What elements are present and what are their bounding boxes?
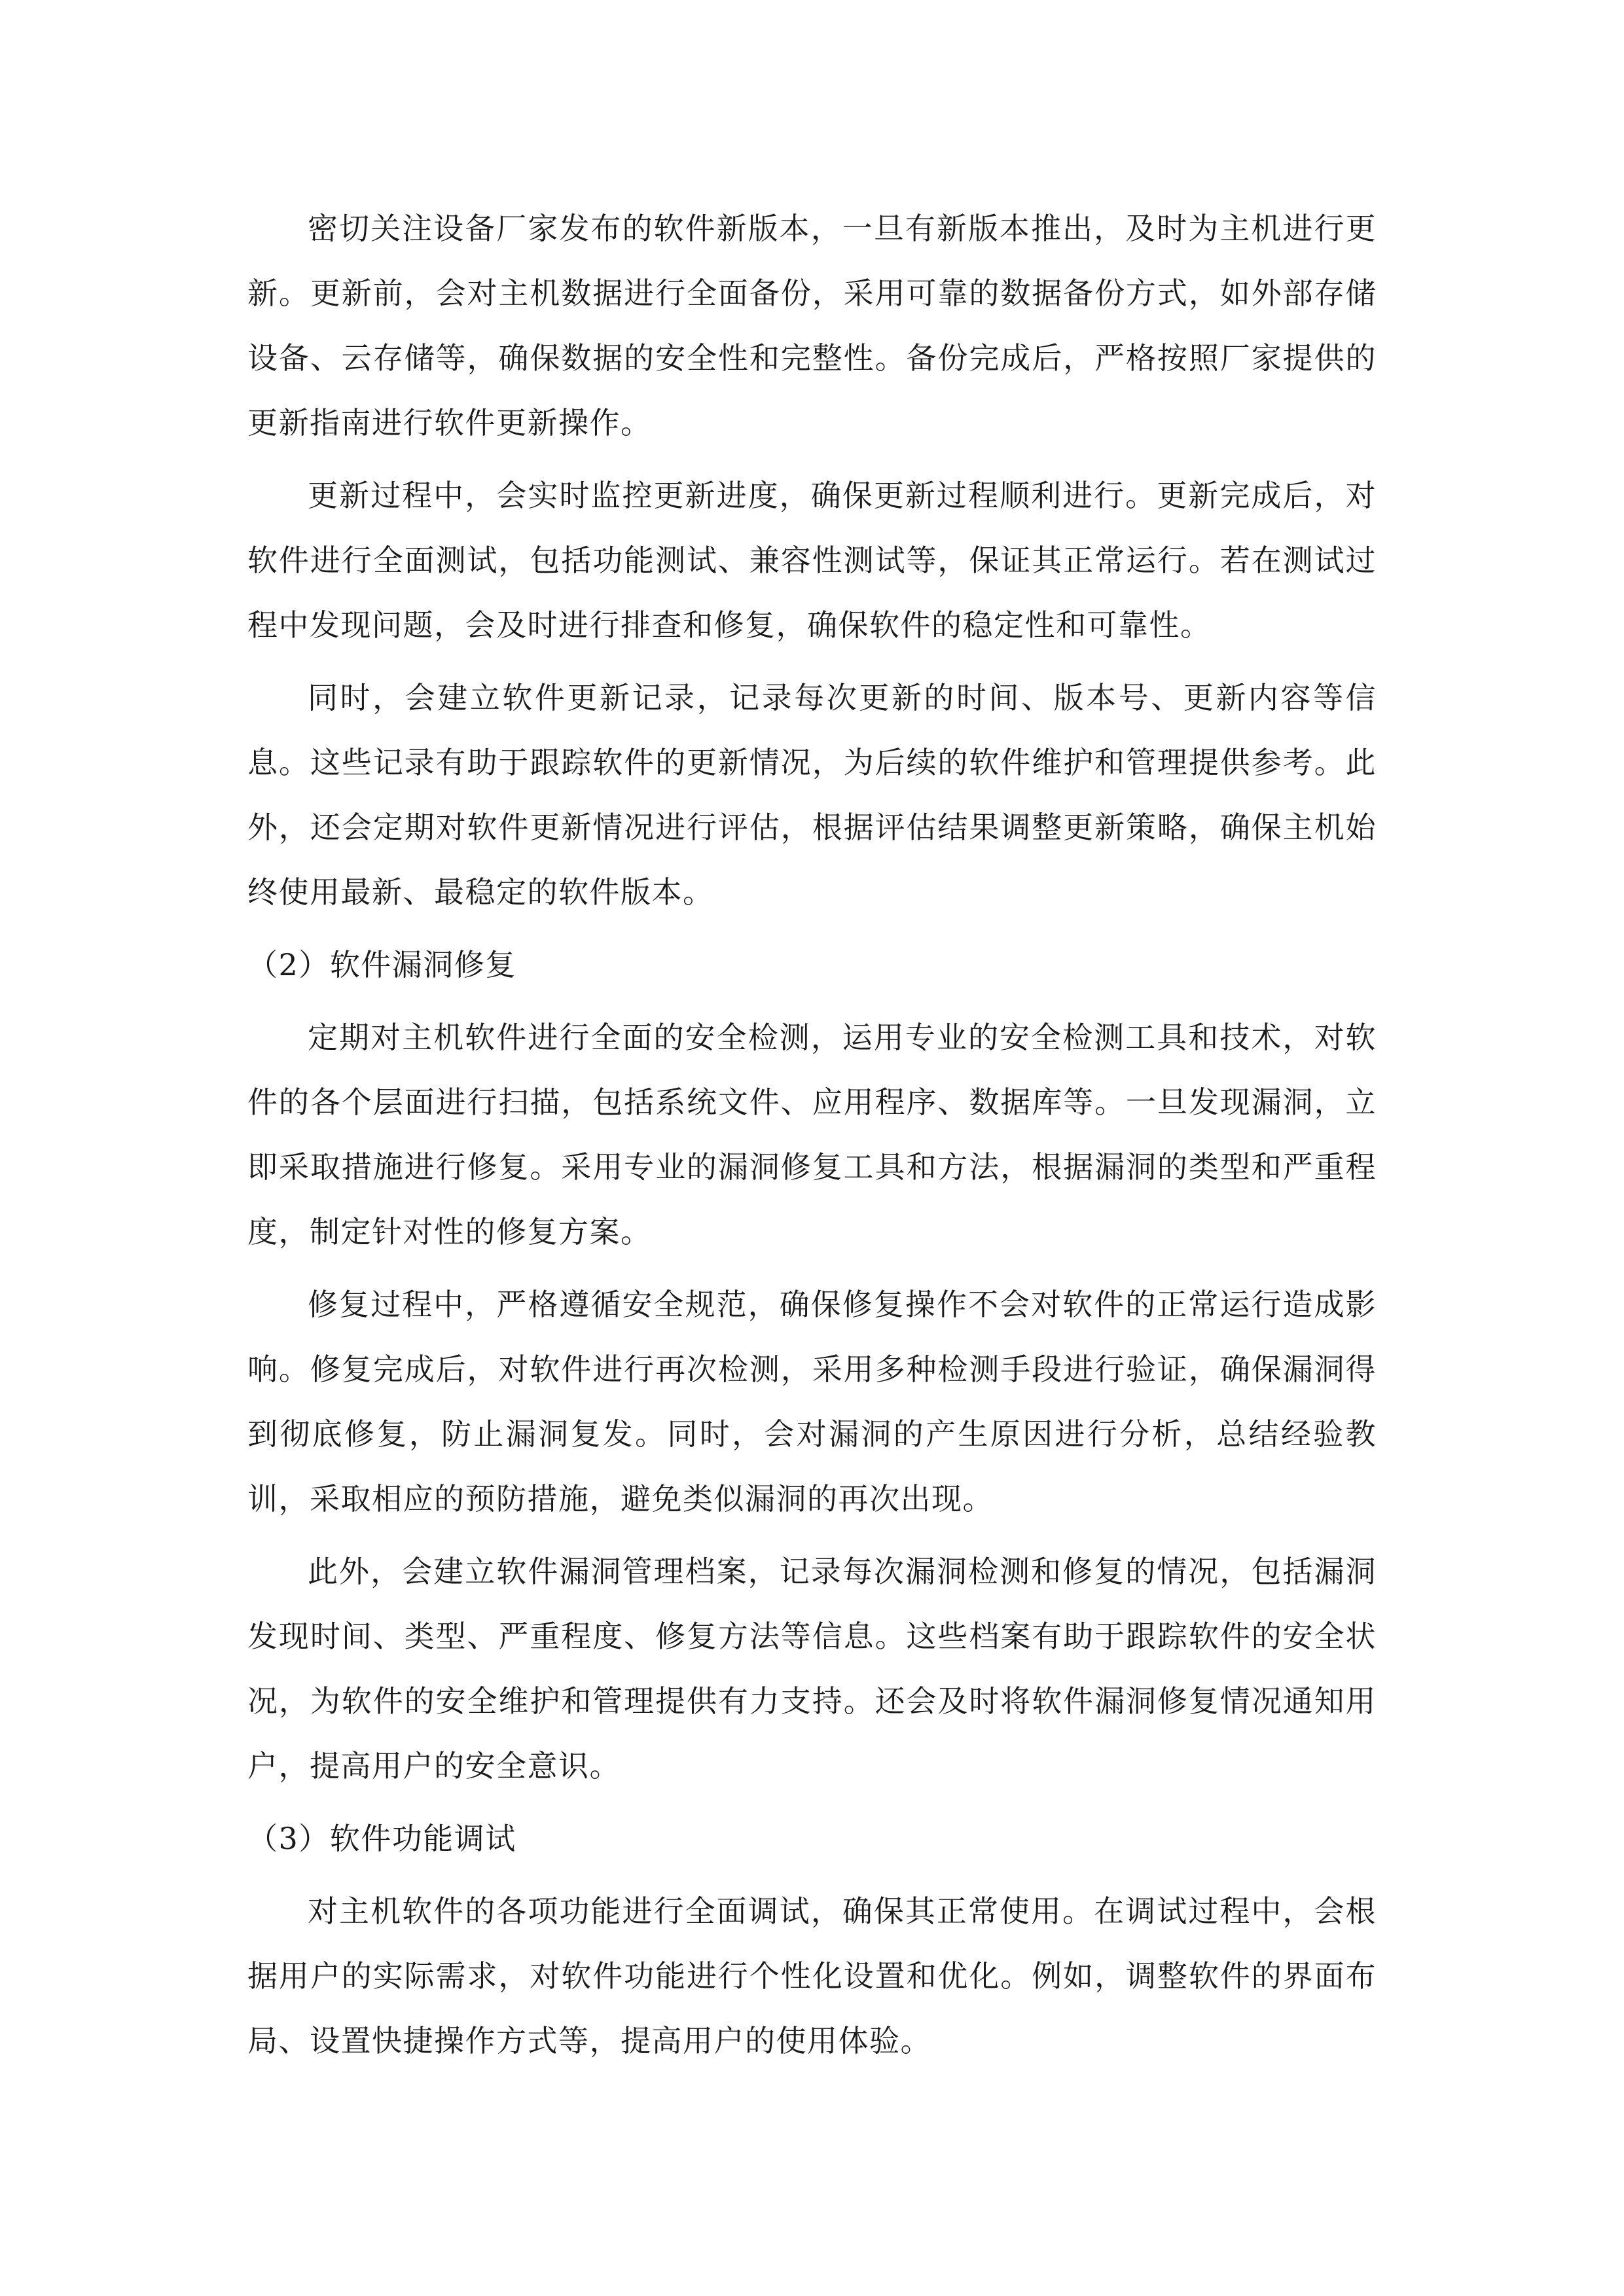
paragraph-security-detection: 定期对主机软件进行全面的安全检测，运用专业的安全检测工具和技术，对软件的各个层面进行扫描，包括系统文件、应用程序、数据库等。一旦发现漏洞，立即采取措施进行修复。采用专业的漏洞修复工具和方法，根据漏洞的类型和严重程度，制定针对性的修复方案。: [247, 1020, 1377, 1249]
paragraph-update-records: 同时，会建立软件更新记录，记录每次更新的时间、版本号、更新内容等信息。这些记录有助于跟踪软件的更新情况，为后续的软件维护和管理提供参考。此外，还会定期对软件更新情况进行评估，根据评估结果调整更新策略，确保主机始终使用最新、最稳定的软件版本。: [247, 680, 1377, 910]
section-heading-vulnerability-repair: （2）软件漏洞修复: [247, 947, 516, 982]
document-body: [247, 196, 1377, 2081]
paragraph-update-process: 更新过程中，会实时监控更新进度，确保更新过程顺利进行。更新完成后，对软件进行全面测试，包括功能测试、兼容性测试等，保证其正常运行。若在测试过程中发现问题，会及时进行排查和修复，确保软件的稳定性和可靠性。: [247, 478, 1377, 643]
paragraph-software-update-intro: 密切关注设备厂家发布的软件新版本，一旦有新版本推出，及时为主机进行更新。更新前，会对主机数据进行全面备份，采用可靠的数据备份方式，如外部存储设备、云存储等，确保数据的安全性和完整性。备份完成后，严格按照厂家提供的更新指南进行软件更新操作。: [247, 211, 1377, 440]
paragraph-repair-process: 修复过程中，严格遵循安全规范，确保修复操作不会对软件的正常运行造成影响。修复完成后，对软件进行再次检测，采用多种检测手段进行验证，确保漏洞得到彻底修复，防止漏洞复发。同时，会对漏洞的产生原因进行分析，总结经验教训，采取相应的预防措施，避免类似漏洞的再次出现。: [247, 1287, 1377, 1516]
paragraph-vulnerability-archive: 此外，会建立软件漏洞管理档案，记录每次漏洞检测和修复的情况，包括漏洞发现时间、类型、严重程度、修复方法等信息。这些档案有助于跟踪软件的安全状况，为软件的安全维护和管理提供有力支持。还会及时将软件漏洞修复情况通知用户，提高用户的安全意识。: [247, 1554, 1377, 1784]
section-heading-function-debugging: （3）软件功能调试: [247, 1821, 516, 1856]
paragraph-function-debugging: 对主机软件的各项功能进行全面调试，确保其正常使用。在调试过程中，会根据用户的实际需求，对软件功能进行个性化设置和优化。例如，调整软件的界面布局、设置快捷操作方式等，提高用户的使用体验。: [247, 1893, 1377, 2058]
